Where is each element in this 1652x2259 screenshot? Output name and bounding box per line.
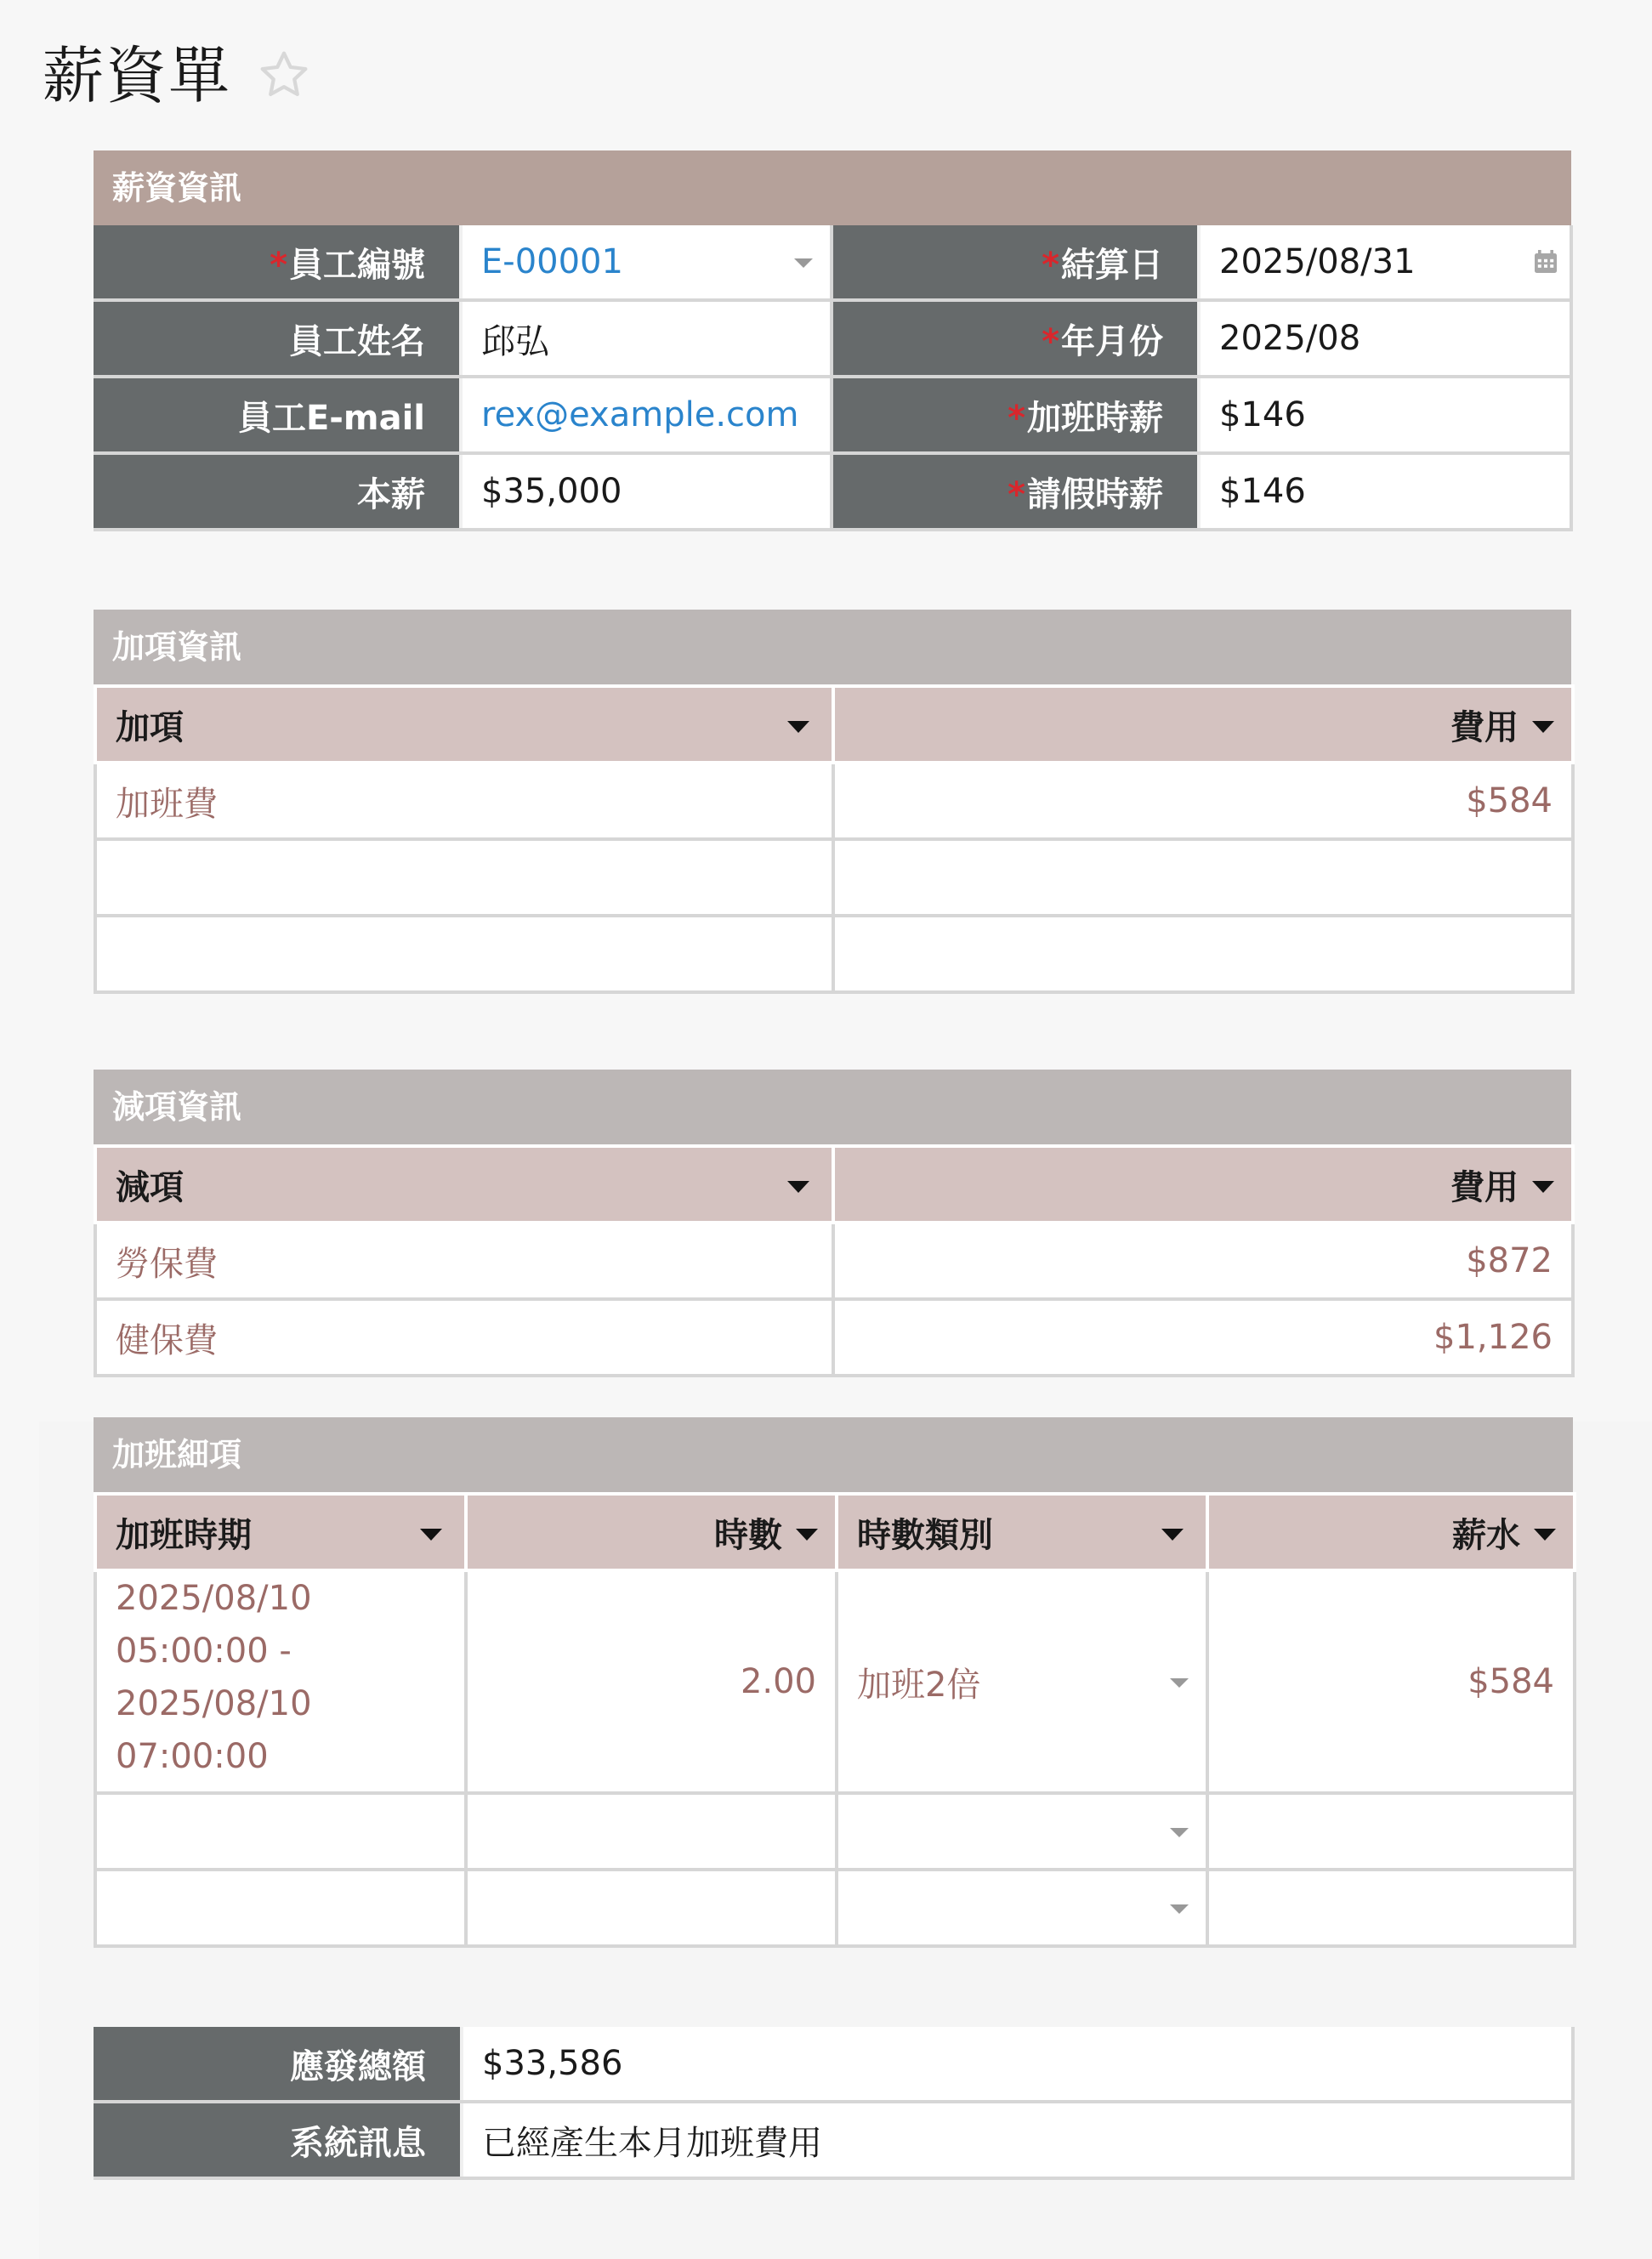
form-row xyxy=(94,2102,1573,2178)
gross-total-label: 應發總額 xyxy=(94,2027,462,2102)
column-header-hours[interactable]: 時數 xyxy=(466,1494,837,1570)
deduction-item-cell[interactable]: 勞保費 xyxy=(95,1223,833,1299)
overtime-header: 加班細項 xyxy=(94,1417,1573,1492)
hour-type-select[interactable] xyxy=(837,1870,1207,1946)
column-header-overtime-period[interactable]: 加班時期 xyxy=(95,1494,466,1570)
deductions-header: 減項資訊 xyxy=(94,1070,1571,1144)
period-line: 2025/08/10 xyxy=(116,1579,312,1618)
deduction-item-cell[interactable]: 健保費 xyxy=(95,1299,833,1376)
overtime-period-cell[interactable] xyxy=(95,1570,466,1793)
chevron-down-icon[interactable] xyxy=(1170,1828,1189,1837)
sort-caret-icon[interactable] xyxy=(420,1529,442,1541)
base-salary-label: 本薪 xyxy=(94,453,461,530)
table-row[interactable] xyxy=(95,1570,1575,1793)
favorite-star-icon[interactable] xyxy=(257,48,311,102)
table-header-row xyxy=(95,1494,1575,1570)
employee-email-link[interactable]: rex@example.com xyxy=(461,377,832,453)
overtime-section xyxy=(94,1417,1573,1948)
page-header xyxy=(43,32,311,109)
overtime-pay-cell[interactable] xyxy=(1207,1870,1575,1946)
table-row[interactable] xyxy=(95,763,1573,839)
year-month-value: 2025/08 xyxy=(1199,300,1571,377)
overtime-rate-value: $146 xyxy=(1199,377,1571,453)
column-header-hour-type[interactable]: 時數類別 xyxy=(837,1494,1207,1570)
system-message-value: 已經產生本月加班費用 xyxy=(462,2102,1573,2178)
period-line: 05:00:00 - xyxy=(116,1632,292,1671)
addition-item-cell[interactable] xyxy=(95,916,833,992)
form-row xyxy=(94,453,1571,530)
deduction-fee-cell[interactable]: $1,126 xyxy=(833,1299,1573,1376)
leave-rate-value: $146 xyxy=(1199,453,1571,530)
year-month-label: *年月份 xyxy=(832,300,1199,377)
deductions-section xyxy=(94,1070,1571,1377)
salary-info-header: 薪資資訊 xyxy=(94,150,1571,225)
column-header-pay[interactable]: 薪水 xyxy=(1207,1494,1575,1570)
overtime-hours-cell[interactable] xyxy=(466,1870,837,1946)
employee-id-label: *員工編號 xyxy=(94,225,461,300)
addition-fee-cell[interactable] xyxy=(833,839,1573,916)
summary-form xyxy=(94,2027,1575,2180)
table-row[interactable] xyxy=(95,1299,1573,1376)
overtime-rate-label: *加班時薪 xyxy=(832,377,1199,453)
settlement-date-label: *結算日 xyxy=(832,225,1199,300)
sort-caret-icon[interactable] xyxy=(1532,721,1554,733)
calendar-icon[interactable] xyxy=(1532,248,1559,275)
chevron-down-icon[interactable] xyxy=(1170,1678,1189,1688)
addition-item-cell[interactable]: 加班費 xyxy=(95,763,833,839)
form-row xyxy=(94,225,1571,300)
chevron-down-icon[interactable] xyxy=(794,258,813,268)
sort-caret-icon[interactable] xyxy=(1532,1181,1554,1193)
employee-email-label: 員工E-mail xyxy=(94,377,461,453)
addition-fee-cell[interactable] xyxy=(833,916,1573,992)
form-row xyxy=(94,300,1571,377)
table-row[interactable] xyxy=(95,1870,1575,1946)
salary-info-form xyxy=(94,225,1573,531)
column-header-fee[interactable]: 費用 xyxy=(833,686,1573,763)
column-header-fee[interactable]: 費用 xyxy=(833,1146,1573,1223)
page-title: 薪資單 xyxy=(43,40,232,111)
table-row[interactable] xyxy=(95,1223,1573,1299)
overtime-period-cell[interactable] xyxy=(95,1793,466,1870)
form-row xyxy=(94,2027,1573,2102)
base-salary-value: $35,000 xyxy=(461,453,832,530)
salary-info-section xyxy=(94,150,1571,531)
period-line: 2025/08/10 xyxy=(116,1684,312,1723)
overtime-period-cell[interactable] xyxy=(95,1870,466,1946)
overtime-table xyxy=(94,1492,1576,1948)
hour-type-select[interactable] xyxy=(837,1793,1207,1870)
overtime-hours-cell[interactable]: 2.00 xyxy=(466,1570,837,1793)
column-header-addition[interactable]: 加項 xyxy=(95,686,833,763)
addition-item-cell[interactable] xyxy=(95,839,833,916)
overtime-pay-cell[interactable]: $584 xyxy=(1207,1570,1575,1793)
system-message-label: 系統訊息 xyxy=(94,2102,462,2178)
employee-name-label: 員工姓名 xyxy=(94,300,461,377)
form-row xyxy=(94,377,1571,453)
sort-caret-icon[interactable] xyxy=(796,1529,818,1541)
deduction-fee-cell[interactable]: $872 xyxy=(833,1223,1573,1299)
employee-id-select[interactable]: E-00001 xyxy=(461,225,832,300)
deductions-table xyxy=(94,1144,1575,1377)
period-line: 07:00:00 xyxy=(116,1737,269,1776)
overtime-hours-cell[interactable] xyxy=(466,1793,837,1870)
table-header-row xyxy=(95,686,1573,763)
overtime-pay-cell[interactable] xyxy=(1207,1793,1575,1870)
addition-fee-cell[interactable]: $584 xyxy=(833,763,1573,839)
gross-total-value: $33,586 xyxy=(462,2027,1573,2102)
sort-caret-icon[interactable] xyxy=(787,721,809,733)
additions-table xyxy=(94,684,1575,994)
table-row[interactable] xyxy=(95,916,1573,992)
sort-caret-icon[interactable] xyxy=(1161,1529,1184,1541)
summary-section xyxy=(94,2027,1573,2180)
table-row[interactable] xyxy=(95,1793,1575,1870)
leave-rate-label: *請假時薪 xyxy=(832,453,1199,530)
additions-header: 加項資訊 xyxy=(94,610,1571,684)
chevron-down-icon[interactable] xyxy=(1170,1904,1189,1914)
sort-caret-icon[interactable] xyxy=(787,1181,809,1193)
column-header-deduction[interactable]: 減項 xyxy=(95,1146,833,1223)
sort-caret-icon[interactable] xyxy=(1534,1529,1556,1541)
settlement-date-field[interactable]: 2025/08/31 xyxy=(1199,225,1571,300)
employee-name-value: 邱弘 xyxy=(461,300,832,377)
table-header-row xyxy=(95,1146,1573,1223)
table-row[interactable] xyxy=(95,839,1573,916)
hour-type-select[interactable]: 加班2倍 xyxy=(837,1570,1207,1793)
additions-section xyxy=(94,610,1571,994)
